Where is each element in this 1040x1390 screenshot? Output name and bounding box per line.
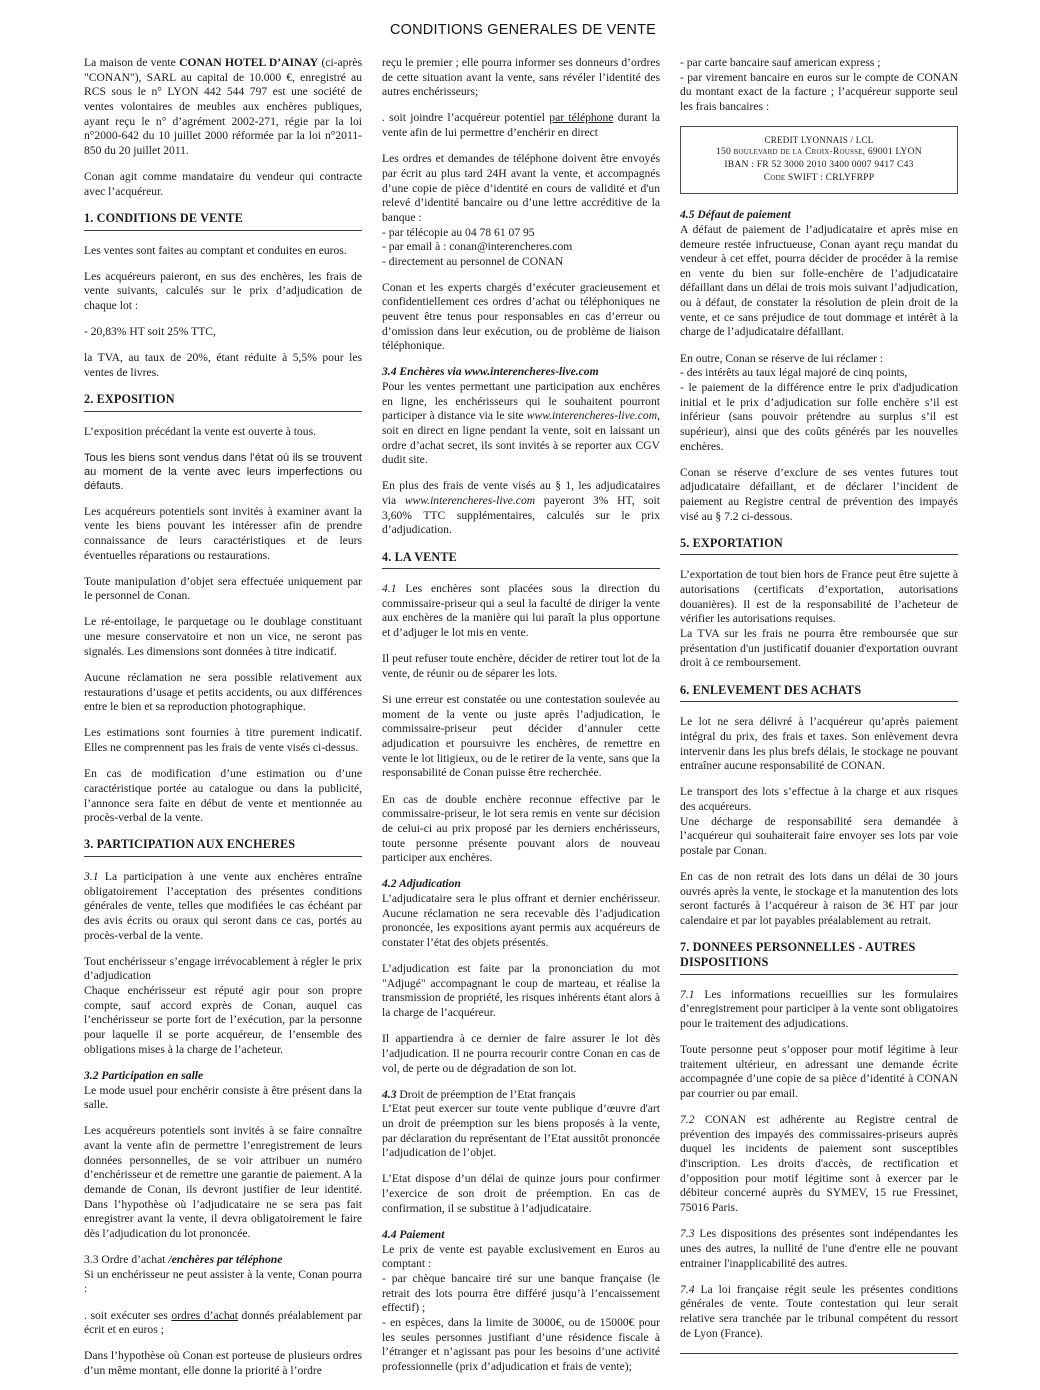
- clause-7-3-text: Les dispositions des présentes sont indépendantes les unes des autres, la nullité de l'une d'entre elle ne pouvant entrainer l'inapplicabilité des autres.: [680, 1227, 958, 1270]
- live-site-url-2: www.interencheres-live.com: [404, 494, 536, 508]
- subsection-heading-3-4: [382, 365, 660, 380]
- clause-title-3-3-italic: /enchères par téléphone: [168, 1253, 283, 1267]
- subsection-heading-4-3: [382, 1088, 660, 1103]
- section-number-2: 2.: [84, 392, 94, 407]
- clause-7-2-text: CONAN est adhérente au Registre central de prévention des impayés des commissaires-priseurs auprès duquel les incidents de paiement sont susceptibles d'inscription. Les droits d'accès, de rectification et d’opposition pour motif légitime sont à exercer par le débiteur concerné auprès du SYMEV, 15 rue Fressinet, 75016 Paris.: [680, 1113, 958, 1215]
- clause-number-4-4: 4.4: [382, 1227, 397, 1241]
- sec6-paragraph-2: Le transport des lots s’effectue à la charge et aux risques des acquéreurs.: [680, 785, 958, 813]
- col2-continuation-paragraph-1: reçu le premier ; elle pourra informer ses donneurs d’ordres de cette situation avant la vente, sans révéler l’identité des autres enchérisseurs;: [382, 56, 660, 99]
- sec3-1-paragraph-1: [84, 870, 362, 943]
- clause-title-4-5: Défaut de paiement: [694, 208, 791, 222]
- clause-number-7-3: 7.3: [680, 1227, 695, 1241]
- company-name: CONAN HOTEL D’AINAY: [179, 56, 319, 69]
- sec2-paragraph-6: Aucune réclamation ne sera possible relativement aux restaurations d’usage et petits accidents, ou aux différences entre le bien et sa reproduction photographique.: [84, 670, 362, 714]
- clause-title-4-2: Adjudication: [396, 877, 461, 891]
- sec7-1-paragraph-2: Toute personne peut s’opposer pour motif légitime à leur traitement ultérieur, en adressant une demande écrite accompagnée d’une copie de sa pièce d’identité à CONAN par courrier ou par email.: [680, 1042, 958, 1100]
- clause-number-3-2: 3.2: [84, 1068, 99, 1082]
- clause-title-3-4: Enchères via www.interencheres-live.com: [396, 365, 599, 379]
- clause-number-3-1: 3.1: [84, 869, 99, 883]
- bank-name: CREDIT LYONNAIS / LCL: [764, 135, 874, 146]
- clause-title-4-3: Droit de préemption de l’Etat français: [396, 1087, 576, 1101]
- sec3-3-paragraph-2: [84, 1309, 362, 1338]
- clause-3-1-text: La participation à une vente aux enchères entraîne obligatoirement l’acceptation des présentes conditions générales de vente, telles que modifiées le cas échéant par des avis écrits ou oraux qui seront dans ce cas, portés au procès-verbal de la vente.: [84, 869, 362, 942]
- sec2-paragraph-8: En cas de modification d’une estimation ou d’une caractéristique portée au catalogue ou dans la publicité, l’annonce sera faite en début de vente et mentionnée au procès-verbal de la vente.: [84, 767, 362, 825]
- intro-paragraph-2: Conan agit comme mandataire du vendeur qui contracte avec l’acquéreur.: [84, 170, 362, 198]
- clause-number-7-2: 7.2: [680, 1113, 695, 1127]
- phone-underlined-term: par téléphone: [549, 111, 614, 125]
- section-number-5: 5.: [680, 535, 690, 550]
- payment-method-cash: - en espèces, dans la limite de 3000€, ou de 15000€ pour les seules personnes justifiant d’une résidence fiscale à l’étranger et n’agissant pas pour les besoins d’une activité professionnelle (prix d’adjudication et frais de vente);: [382, 1315, 660, 1373]
- contact-email-line: - par email à : conan@interencheres.com: [382, 240, 573, 254]
- contact-fax-line: - par télécopie au 04 78 61 07 95: [382, 225, 535, 239]
- section-heading-3: [84, 837, 362, 857]
- column-2: [382, 56, 660, 1386]
- section-number-4: 4.: [382, 549, 392, 564]
- section-heading-1: [84, 211, 362, 231]
- section-title-5: EXPORTATION: [692, 535, 783, 550]
- bank-iban: IBAN : FR 52 3000 2010 3400 0007 9417 C43: [724, 159, 914, 171]
- clause-number-7-4: 7.4: [680, 1282, 695, 1296]
- clause-title-3-2: Participation en salle: [98, 1068, 204, 1082]
- section-heading-5: [680, 536, 958, 556]
- section-title-3: PARTICIPATION AUX ENCHERES: [96, 837, 296, 852]
- sec4-1-paragraph-4: En cas de double enchère reconnue effective par le commissaire-priseur, le lot sera remis en vente sur décision de celui-ci au prix proposé par les derniers enchérisseurs, toute personne présente pouvant alors de nouveau participer aux enchères.: [382, 792, 660, 865]
- sec7-3-paragraph-1: [680, 1227, 958, 1271]
- phone-text-b: durant la vente afin de lui permettre d’enchérir en direct: [382, 111, 660, 140]
- clause-7-1-text: Les informations recueillies sur les formulaires d’enregistrement pour participer à la vente sont obligatoires pour le traitement des adjudications.: [680, 987, 958, 1030]
- contact-staff-line: - directement au personnel de CONAN: [382, 254, 564, 268]
- sec7-2-paragraph-1: [680, 1113, 958, 1216]
- sec4-1-paragraph-1: [382, 582, 660, 641]
- sec2-paragraph-2: Tous les biens sont vendus dans l’état où ils se trouvent au moment de la vente avec leurs imperfections ou défauts.: [84, 451, 362, 492]
- sec4-1-paragraph-2: Il peut refuser toute enchère, décider de retirer tout lot de la vente, de réunir ou de séparer les lots.: [382, 652, 660, 680]
- subsection-heading-4-2: [382, 877, 660, 892]
- payment-method-cheque: - par chèque bancaire tiré sur une banque française (le retrait des lots pourra être différé jusqu’à l’encaissement effectif) ;: [382, 1271, 660, 1315]
- three-column-layout: [84, 56, 962, 1390]
- clause-7-4-text: La loi française régit seule les présentes conditions générales de vente. Toute contestation qui leur serait relative sera tranchée par le tribunal compétent du ressort de Lyon (France).: [680, 1282, 958, 1340]
- section-number-1: 1.: [84, 210, 94, 225]
- payment-method-transfer: - par virement bancaire en euros sur le compte de CONAN du montant exact de la facture ; l’acquéreur supporte seul les frais bancaires :: [680, 70, 958, 113]
- subsection-heading-4-5: [680, 208, 958, 223]
- sec1-paragraph-2: Les acquéreurs paieront, en sus des enchères, les frais de vente suivants, calculés sur le prix d’adjudication de chaque lot :: [84, 269, 362, 313]
- sec4-2-paragraph-2: L’adjudication est faite par la prononciation du mot "Adjugé" accompagnant le coup de marteau, et réalise la transmission de propriété, les risques inhérents étant alors à la charge de l’acquéreur.: [382, 962, 660, 1020]
- order-text-a: . soit exécuter ses: [84, 1308, 172, 1322]
- section-title-2: EXPOSITION: [96, 392, 175, 407]
- sec4-3-paragraph-1: L’Etat peut exercer sur toute vente publique d’œuvre d'art un droit de préemption sur les biens proposés à la vente, par déclaration du représentant de l’Etat aussitôt prononcée l’adjudication de l’objet.: [382, 1102, 660, 1160]
- subsection-heading-3-2: [84, 1069, 362, 1084]
- clause-number-4-5: 4.5: [680, 208, 695, 222]
- subsection-heading-4-4: [382, 1228, 660, 1243]
- col2-continuation-paragraph-2: [382, 111, 660, 140]
- bank-details-box: [680, 126, 958, 194]
- clause-title-3-3-plain: Ordre d’achat: [98, 1253, 169, 1267]
- sec4-5-paragraph-2: En outre, Conan se réserve de lui réclamer :: [680, 351, 884, 365]
- clause-number-4-1: 4.1: [382, 582, 397, 596]
- fees-text-b: payeront 3% HT, soit 3,60% TTC supplémentaires, calculés sur le prix d’adjudication.: [382, 494, 661, 537]
- subsection-heading-3-3: [84, 1253, 362, 1268]
- fees-text-a: En plus des frais de vente visés au § 1, les adjudicataires via: [382, 479, 660, 508]
- sec3-3-paragraph-1: Si un enchérisseur ne peut assister à la vente, Conan pourra :: [84, 1267, 362, 1296]
- sec4-1-paragraph-3: Si une erreur est constatée ou une contestation soulevée au moment de la vente ou juste après l’adjudication, le commissaire-priseur peut décider d’annuler cette adjudication et poursuivre les enchères, de remettre en vente le lot litigieux, ou de le retirer de la vente, sans que la responsabilité de Conan puisse être recherchée.: [382, 693, 660, 780]
- live-text-a: Pour les ventes permettant une participation aux enchères en ligne, les enchérisseurs qui le souhaitent pourront participer à distance via le site: [382, 379, 660, 423]
- col2-continuation-paragraph-3: Les ordres et demandes de téléphone doivent être envoyés par écrit au plus tard 24H avant la vente, et accompagnés d’une copie de pièce d’identité en cours de validité et d'un relevé d’identité bancaire ou d’une lettre accréditive de la banque :: [382, 152, 660, 224]
- section-number-7: 7.: [680, 940, 690, 955]
- page-title: CONDITIONS GENERALES DE VENTE: [389, 22, 657, 38]
- section-title-1: CONDITIONS DE VENTE: [96, 210, 243, 225]
- sec2-paragraph-7: Les estimations sont fournies à titre purement indicatif. Elles ne comprennent pas les frais de vente visés ci-dessus.: [84, 726, 362, 755]
- spacer: [382, 270, 660, 281]
- section-heading-6: [680, 683, 958, 703]
- sec3-2-paragraph-2: Les acquéreurs potentiels sont invités à se faire connaître avant la vente afin de permettre l’enregistrement de leurs données personnelles, de se voir attribuer un numéro d’enchérisseur et de remettre une garantie de paiement. A la demande de Conan, ils devront justifier de leur identité. Dans l’hypothèse où l’adjudicataire ne se sera pas fait enregistrer avant la vente, il devra obligatoirement le faire dès l’adjudication du lot prononcée.: [84, 1124, 362, 1240]
- clause-number-3-3: 3.3: [84, 1253, 99, 1267]
- sec4-3-paragraph-2: L’Etat dispose d’un délai de quinze jours pour confirmer l’exercice de son droit de préemption. En cas de confirmation, il se substitue à l’adjudicataire.: [382, 1172, 660, 1215]
- sec7-1-paragraph-1: [680, 988, 958, 1032]
- bank-address: 150 boulevard de la Croix-Rousse, 69001 LYON: [716, 146, 922, 158]
- sec4-2-paragraph-3: Il appartiendra à ce dernier de faire assurer le lot dès l’adjudication. Il ne pourra recourir contre Conan en cas de vol, de perte ou de dégradation de son lot.: [382, 1032, 660, 1075]
- section-heading-2: [84, 392, 362, 412]
- intro-text-a: La maison de vente: [84, 56, 180, 69]
- section-number-6: 6.: [680, 682, 690, 697]
- penalty-difference-line: - le paiement de la différence entre le prix d'adjudication initial et le prix d’adjudication sur folle enchère s’il est inférieur (sans pouvoir prétendre au surplus s’il est supérieur), ainsi que des coûts générés par les nouvelles enchères.: [680, 380, 958, 453]
- sec3-1-paragraph-3: Chaque enchérisseur est réputé agir pour son propre compte, sauf accord exprès de Conan, auquel cas l’enchérisseur se porte fort de l’exécution, par la personne pour laquelle il se porte acquéreur, de l’ensemble des obligations mises à la charge de l’acheteur.: [84, 984, 362, 1056]
- clause-number-4-2: 4.2: [382, 877, 397, 891]
- clause-number-3-4: 3.4: [382, 365, 397, 379]
- sec4-5-paragraph-3: Conan se réserve d’exclure de ses ventes futures tout adjudicataire défaillant, et de déclarer l’incident de paiement au Registre central de prévention des impayés visé au § 7.2 ci-dessous.: [680, 465, 958, 523]
- section-title-7: DONNEES PERSONNELLES - AUTRES DISPOSITIONS: [680, 940, 916, 969]
- payment-method-card: - par carte bancaire sauf american express ;: [680, 56, 881, 69]
- sec4-2-paragraph-1: L’adjudicataire sera le plus offrant et dernier enchérisseur. Aucune réclamation ne sera recevable dès l’adjudication prononcée, les expositions ayant permis aux acquéreurs de constater l’état des objets présentés.: [382, 891, 660, 949]
- sec5-paragraph-2: La TVA sur les frais ne pourra être remboursée que sur présentation d'un justificatif douanier d'exportation ouvrant droit à ce remboursement.: [680, 627, 958, 670]
- clause-number-4-3: 4.3: [382, 1087, 397, 1101]
- sec6-paragraph-3: Une décharge de responsabilité sera demandée à l’acquéreur qui souhaiterait faire envoyer ses lots par voie postale par Conan.: [680, 814, 958, 857]
- sec2-paragraph-5: Le ré-entoilage, le parquetage ou le doublage constituant une mesure conservatoire et non un vice, ne seront pas signalés. Les dimensions sont données à titre indicatif.: [84, 615, 362, 658]
- column-1: [84, 56, 362, 1390]
- live-text-b: , soit en direct en ligne pendant la vente, soit en laissant un ordre d’achat secret, ils sont invités à se reporter aux CGV dudit site.: [382, 409, 660, 467]
- sec3-2-paragraph-1: Le mode usuel pour enchérir consiste à être présent dans la salle.: [84, 1083, 362, 1112]
- live-site-url-1: www.interencheres-live.com: [526, 409, 658, 423]
- bottom-divider: [680, 1353, 958, 1354]
- sec4-4-paragraph-1: Le prix de vente est payable exclusivement en Euros au comptant :: [382, 1242, 660, 1271]
- section-title-6: ENLEVEMENT DES ACHATS: [692, 682, 862, 697]
- order-text-b: donnés préalablement par écrit et en euros ;: [84, 1308, 362, 1337]
- section-heading-7: [680, 940, 958, 974]
- sec5-paragraph-1: L’exportation de tout bien hors de France peut être sujette à autorisations (certificats d’exportation, autorisations douanières). Il est de la responsabilité de l’acheteur de vérifier les autorisations requises.: [680, 568, 958, 626]
- sec4-5-paragraph-1: A défaut de paiement de l’adjudicataire et après mise en demeure restée infructueuse, Conan ayant reçu mandat du vendeur à cet effet, pourra décider de procéder à la remise en vente du bien sur folle-enchère de l’adjudicataire défaillant dans un délai de trois mois suivant l’adjudication, ou à défaut, de constater la résolution de plein droit de la vente, et ce sans préjudice de tout dommage et intérêt à la charge de l’adjudicataire défaillant.: [680, 222, 958, 339]
- phone-text-a: . soit joindre l’acquéreur potentiel: [382, 111, 550, 125]
- sec1-paragraph-4: la TVA, au taux de 20%, étant réduite à 5,5% pour les ventes de livres.: [84, 351, 362, 379]
- intro-text-b: (ci-après "CONAN"), SARL au capital de 10.000 €, enregistré au RCS sous le n° LYON 442 544 797 est une société de ventes volontaires de meubles aux enchères publiques, ayant reçu le n° d’agrément 2002-271, régie par la loi n°2000-642 du 10 juillet 2000 réformée par la loi n°2011-850 du 20 juillet 2011.: [84, 56, 362, 157]
- sec3-4-paragraph-2: [382, 479, 660, 538]
- sec3-4-paragraph-1: [382, 380, 660, 468]
- sec7-4-paragraph-1: [680, 1283, 958, 1342]
- column-3: [680, 56, 958, 1354]
- sec1-paragraph-3: - 20,83% HT soit 25% TTC,: [84, 325, 216, 339]
- section-number-3: 3.: [84, 837, 94, 852]
- order-underlined-term: ordres d’achat: [171, 1308, 238, 1322]
- bank-swift: Code SWIFT : CRLYFRPP: [763, 172, 875, 184]
- sec2-paragraph-3: Les acquéreurs potentiels sont invités à examiner avant la vente les biens pouvant les intéresser afin de prendre connaissance de leurs caractéristiques et de leurs éventuelles réparations ou restaurations.: [84, 504, 362, 562]
- intro-paragraph-1: [84, 56, 362, 159]
- section-title-4: LA VENTE: [394, 549, 457, 564]
- sec2-paragraph-4: Toute manipulation d’objet sera effectuée uniquement par le personnel de Conan.: [84, 574, 362, 603]
- sec2-paragraph-1: L’exposition précédant la vente est ouverte à tous.: [84, 424, 317, 438]
- sec6-paragraph-4: En cas de non retrait des lots dans un délai de 30 jours ouvrés après la vente, le stockage et la manutention des lots seront facturés à l’acquéreur à raison de 3€ HT par jour calendaire et par lot payables préalablement au retrait.: [680, 870, 958, 928]
- sec3-3-paragraph-3: Dans l’hypothèse où Conan est porteuse de plusieurs ordres d’un même montant, elle donne la priorité à l’ordre: [84, 1349, 362, 1378]
- penalty-interest-line: - des intérêts au taux légal majoré de cinq points,: [680, 366, 908, 380]
- sec3-1-paragraph-2: Tout enchérisseur s’engage irrévocablement à régler le prix d’adjudication: [84, 954, 362, 983]
- sec1-paragraph-1: Les ventes sont faites au comptant et conduites en euros.: [84, 243, 347, 257]
- sec6-paragraph-1: Le lot ne sera délivré à l’acquéreur qu’après paiement intégral du prix, des frais et taxes. Son enlèvement devra intervenir dans les plus brefs délais, le stockage ne pouvant entraîner aucune responsabilité de CONAN.: [680, 715, 958, 773]
- clause-number-7-1: 7.1: [680, 987, 695, 1001]
- clause-4-1-text: Les enchères sont placées sous la direction du commissaire-priseur qui a seul la faculté de diriger la vente aux enchères de la manière qui lui paraît la plus opportune et d’adjuger le lot mis en vente.: [382, 582, 660, 640]
- clause-title-4-4: Paiement: [396, 1227, 445, 1241]
- section-heading-4: [382, 550, 660, 570]
- col2-continuation-paragraph-4: Conan et les experts chargés d’exécuter gracieusement et confidentiellement ces ordres d’achat ou téléphoniques ne peuvent être tenus pour responsables en cas d’erreur ou d’omission dans leur exécution, ou de problème de liaison téléphonique.: [382, 280, 660, 353]
